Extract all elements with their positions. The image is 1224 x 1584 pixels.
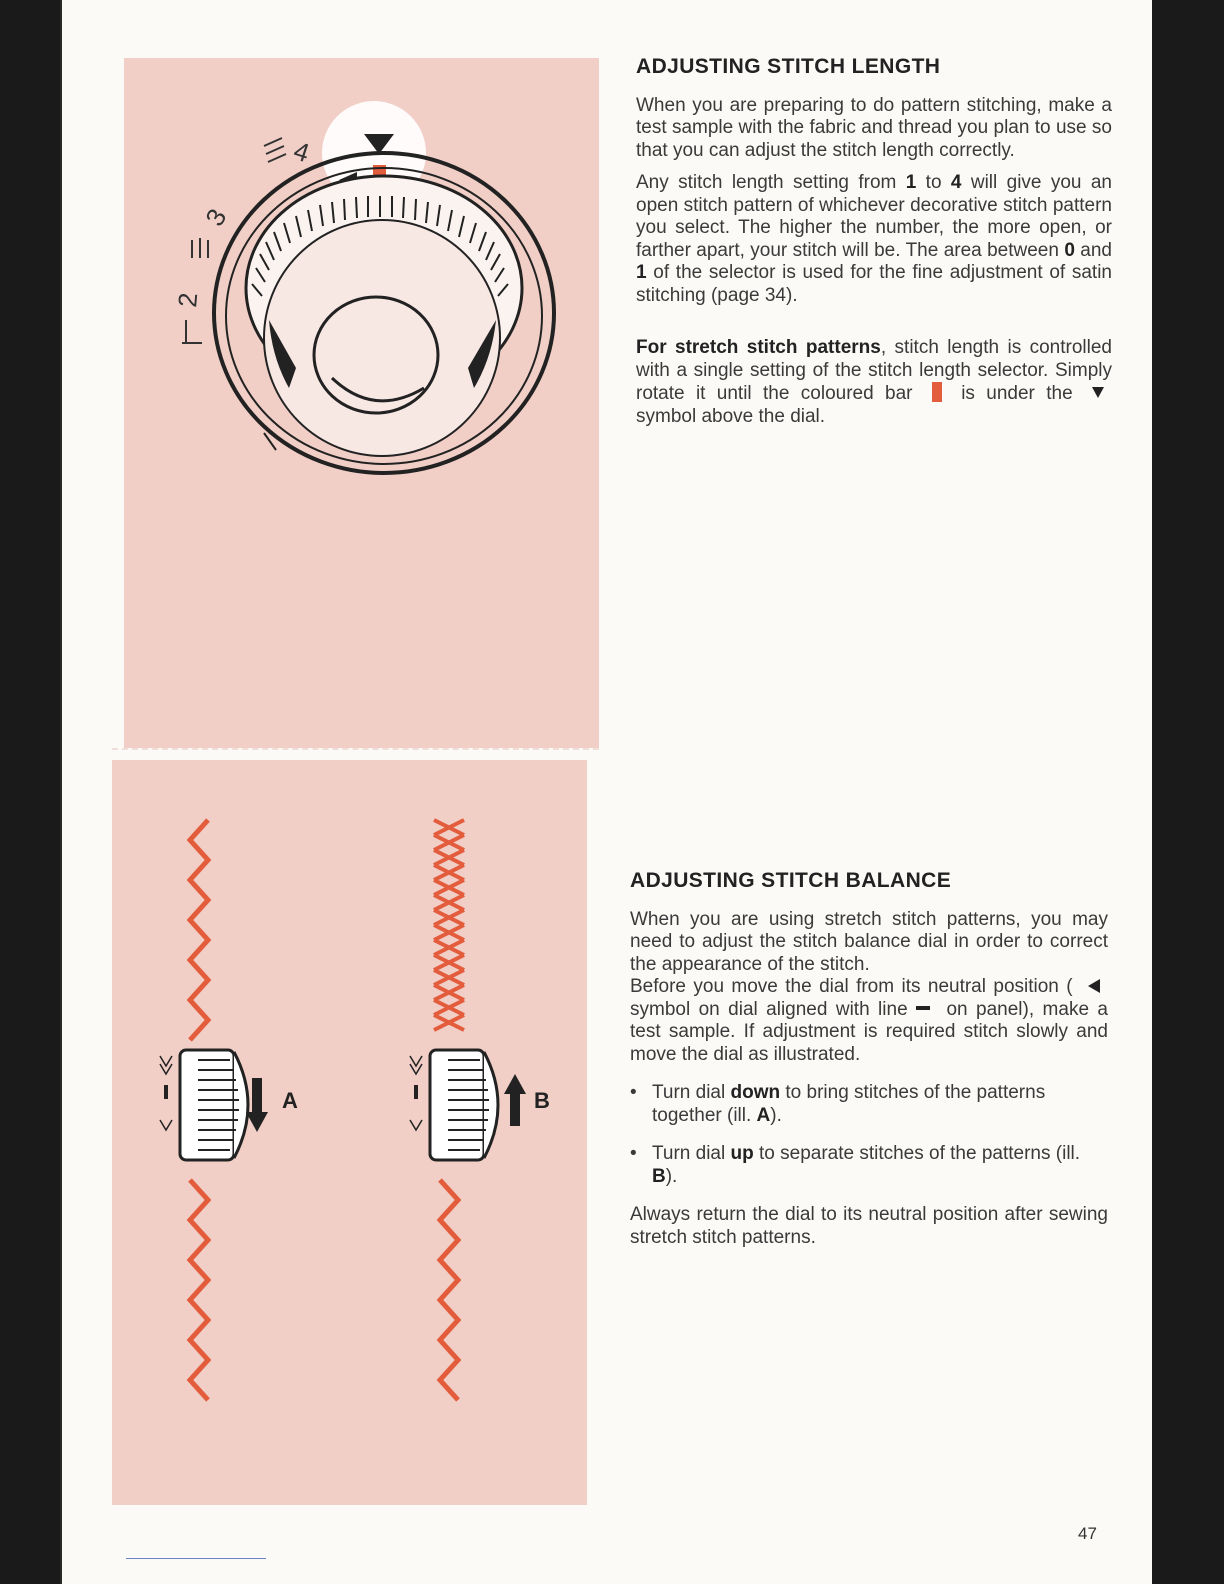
footer-rule [126, 1558, 266, 1559]
zigzag-stitch-b-bottom [440, 1180, 458, 1400]
cross-stitch-b-top [434, 820, 464, 1030]
stitch-balance-paragraph-3: Always return the dial to its neutral position after sewing stretch stitch patterns. [630, 1204, 1108, 1248]
balance-instructions-list [630, 1082, 1108, 1188]
stitch-balance-section [630, 870, 1108, 1259]
stitch-length-dial-illustration [124, 58, 599, 748]
page-number: 47 [1078, 1524, 1097, 1543]
list-item: • Turn dial up to separate stitches of the patterns (ill. B). [630, 1143, 1108, 1188]
panel-line-icon [916, 1006, 930, 1010]
dial-number-2: 2 [172, 291, 204, 309]
dashed-divider [112, 748, 599, 750]
section-title-stitch-balance: ADJUSTING STITCH BALANCE [630, 869, 952, 892]
zigzag-stitch-a-bottom [190, 1180, 208, 1400]
page-edge [60, 0, 62, 1584]
stitch-length-section [636, 56, 1112, 438]
triangle-down-icon [1092, 387, 1104, 398]
stitch-length-paragraph-2: Any stitch length setting from 1 to 4 will give you an open stitch pattern of whichever decorative stitch pattern you select. The higher the number, the more open, or farther apart, your stitch will be. The area between 0 and 1 of the selector is used for the fine adjustment of satin stitching (page 34). [636, 172, 1112, 306]
dial-number-3: 3 [199, 203, 233, 231]
illustration-label-a: A [282, 1088, 298, 1113]
stitch-length-paragraph-1: When you are preparing to do pattern stitching, make a test sample with the fabric and thread you plan to use so that you can adjust the stitch length correctly. [636, 94, 1112, 161]
stitch-length-paragraph-3: For stretch stitch patterns, stitch length is controlled with a single setting of the stitch length selector. Simply rotate it until the coloured bar is under the symbol above the dial. [636, 337, 1112, 427]
stitch-balance-paragraph-2: Before you move the dial from its neutral position ( symbol on dial aligned with line on panel), make a test sample. If adjustment is required stitch slowly and move the dial as illustrated. [630, 976, 1108, 1065]
section-title-stitch-length: ADJUSTING STITCH LENGTH [636, 55, 941, 78]
dial-number-4: 4 [290, 135, 314, 169]
list-item: • Turn dial down to bring stitches of the patterns together (ill. A). [630, 1082, 1108, 1127]
coloured-bar-icon [932, 382, 942, 402]
stitch-balance-paragraph-1: When you are using stretch stitch patterns, you may need to adjust the stitch balance dial in order to correct the appearance of the stitch. [630, 908, 1108, 975]
illustration-label-b: B [534, 1088, 550, 1113]
triangle-left-icon [1088, 979, 1100, 993]
stitch-balance-illustration [112, 760, 587, 1505]
zigzag-stitch-a-top [190, 820, 208, 1040]
